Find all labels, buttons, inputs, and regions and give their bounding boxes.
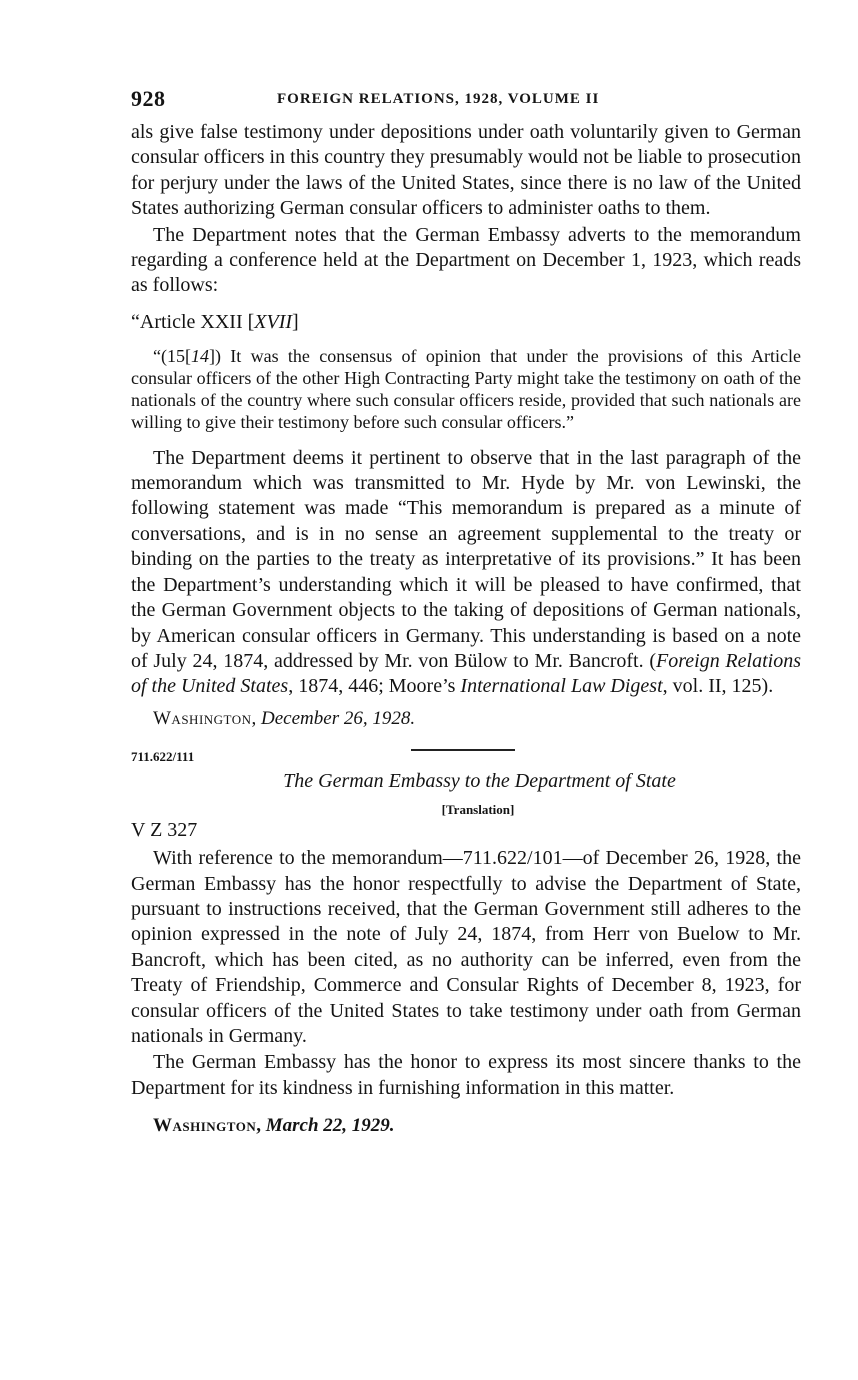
embassy-signoff-place: Washington [153, 1115, 257, 1137]
embassy-second-paragraph: The German Embassy has the honor to express its most sincere thanks to the Department for its kindness in furnishing information in this matter. [131, 1051, 801, 1099]
article-heading-suffix: ] [292, 310, 299, 333]
embassy-signoff [131, 1113, 801, 1138]
page-number: 928 [131, 86, 166, 111]
memorandum-signoff [131, 706, 801, 731]
article-heading [131, 309, 801, 335]
signoff-place: Washington [153, 707, 252, 729]
citation-middle: , 1874, 446; Moore’s [288, 675, 461, 698]
signoff-separator: , [251, 707, 262, 729]
signoff-date: December 26, 1928. [261, 707, 416, 729]
quote-italic-number: 14 [190, 345, 209, 366]
article-heading-prefix: “Article XXII [ [131, 310, 255, 333]
reference-number: V Z 327 [131, 819, 198, 842]
page-header [131, 86, 801, 116]
conference-paragraph: The Department notes that the German Embassy adverts to the memorandum regarding a conference held at the Department on December 1, 1923, which reads as follows: [131, 223, 801, 297]
embassy-first-paragraph: With reference to the memorandum—711.622/101—of December 26, 1928, the German Embassy has the honor respectfully to advise the Department of State, pursuant to instructions received, that the German Government still adheres to the opinion expressed in the note of July 24, 1874, from Herr von Buelow to Mr. Bancroft, which has been cited, as no authority can be inferred, even from the Treaty of Friendship, Commerce and Consular Rights of December 8, 1923, for consular officers of the United States to take testimony under oath from German nationals in Germany. [131, 847, 801, 1047]
quote-prefix: “(15[ [153, 345, 191, 366]
embassy-signoff-separator: , [256, 1115, 266, 1137]
citation-end: , vol. II, 125). [662, 675, 774, 698]
running-title: FOREIGN RELATIONS, 1928, VOLUME II [277, 91, 600, 107]
citation-law-digest: International Law Digest [460, 675, 663, 698]
quote-text: ]) It was the consensus of opinion that under the provisions of this Article consular officers of the other High Contracting Party might take the testimony on oath of the nationals of the country where such consular officers reside, provided that such nationals are willing to give their testimony before such consular officers.” [131, 345, 801, 433]
pertinent-paragraph-text: The Department deems it pertinent to observe that in the last paragraph of the memorandum which was transmitted to Mr. Hyde by Mr. von Lewinski, the following statement was made “This memorandum is prepared as a minute of conversations, and is in no sense an agreement supplemental to the treaty or binding on the parties to the treaty as interpretative of its provisions.” It has been the Department’s understanding which it will be pleased to have confirmed, that the German Government objects to the taking of depositions of German nationals, by American consular officers in Germany. This understanding is based on a note of July 24, 1874, addressed by Mr. von Bülow to Mr. Bancroft. ( [131, 446, 801, 672]
continuation-paragraph: als give false testimony under depositions under oath voluntarily given to German consular officers in this country they presumably would not be liable to prosecution for perjury under the laws of the United States, since there is no law of the United States authorizing German consular officers to administer oaths to them. [131, 121, 801, 220]
translation-note: [Translation] [441, 802, 515, 818]
article-quote [131, 345, 801, 434]
document-page [131, 86, 801, 1139]
file-number: 711.622/111 [131, 749, 195, 765]
citation-foreign-relations: Foreign Relations of the United States [131, 649, 801, 698]
pertinent-paragraph [131, 446, 801, 700]
document-title: The German Embassy to the Department of State [283, 770, 676, 793]
article-heading-italic: XVII [254, 310, 293, 333]
embassy-signoff-date: March 22, 1929. [265, 1115, 395, 1137]
